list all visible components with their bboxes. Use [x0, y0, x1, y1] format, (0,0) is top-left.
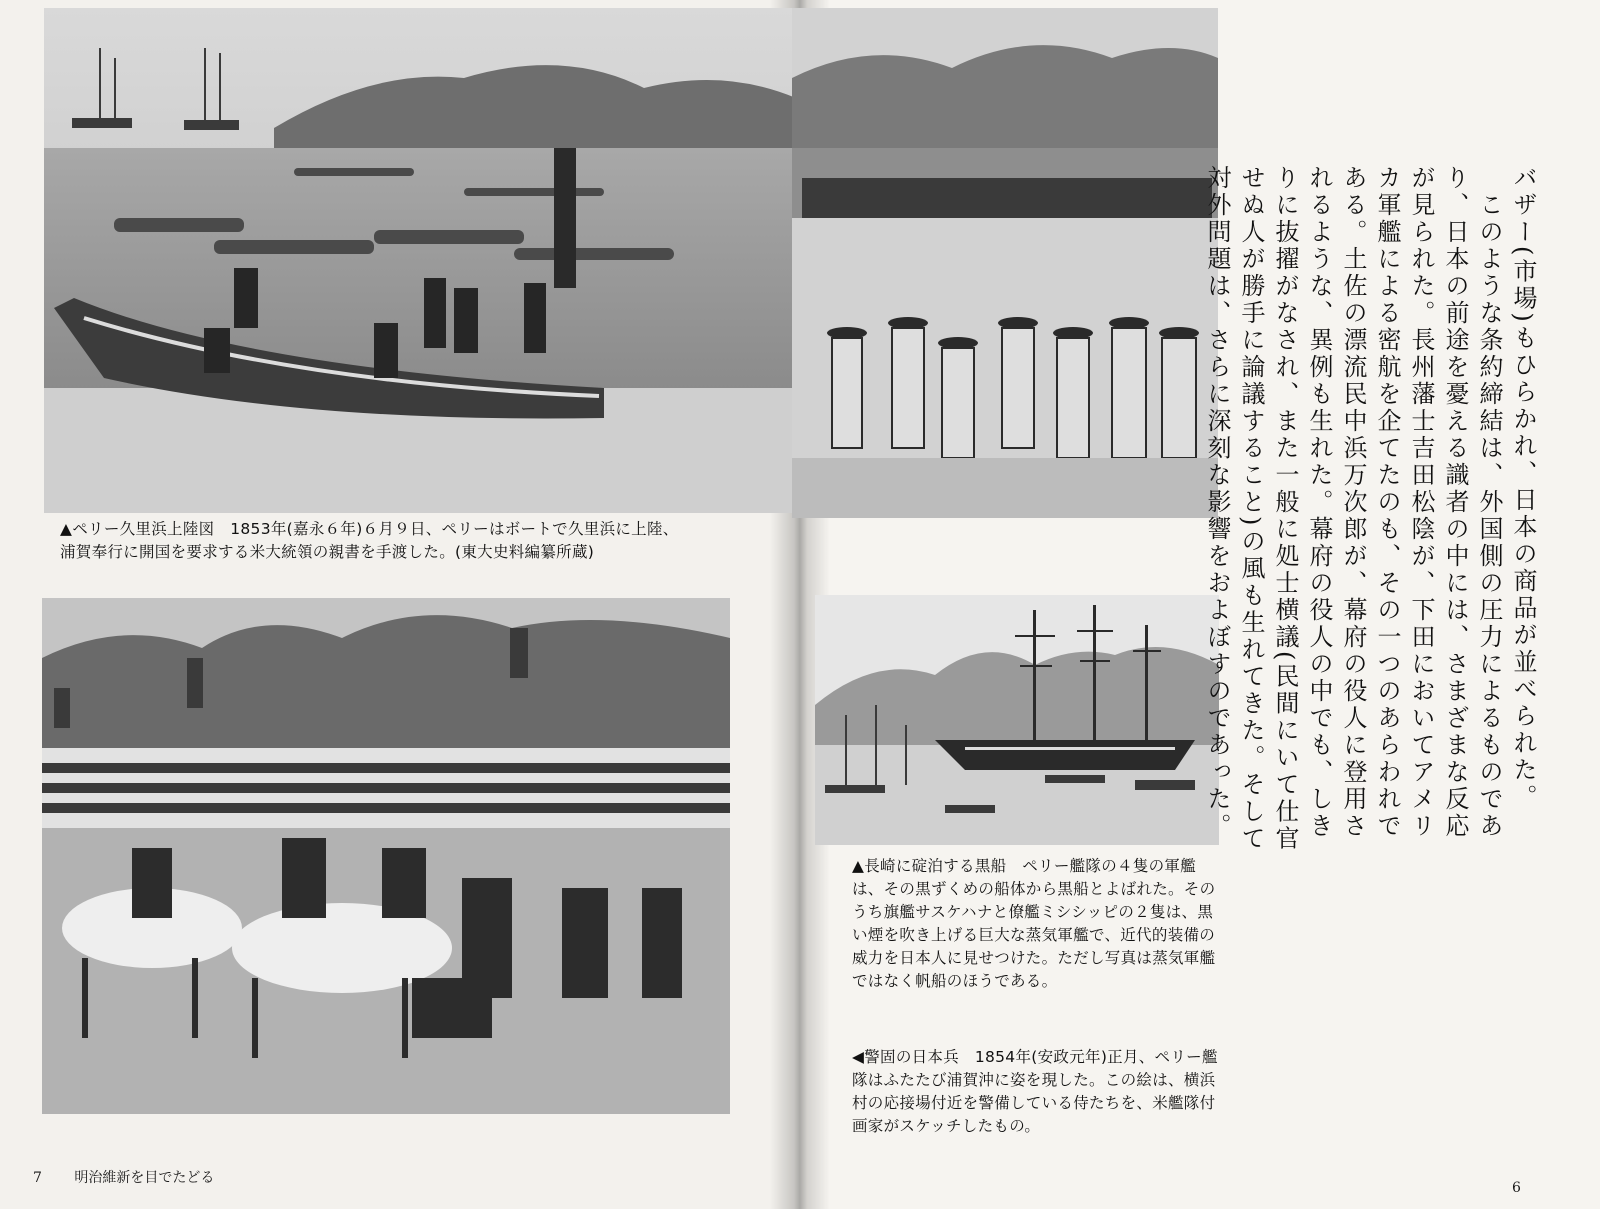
- mounted-samurai-illustration: [42, 598, 730, 1114]
- body-paragraph: このような条約締結は、外国側の圧力によるものであり、日本の前途を憂える識者の中には、さまざまな反応が見られた。長州藩士吉田松陰が、下田においてアメリカ軍艦による密航を企てたのも、その一つのあらわれである。土佐の漂流民中浜万次郎が、幕府の役人に登用されるような、異例も生れた。幕府の役人の中でも、しきりに抜擢がなされ、また一般に処士横議(民間にいて仕官せぬ人が勝手に論議すること)の風も生れてきた。そして対外問題は、さらに深刻な影響をおよぼすのであった。: [1203, 165, 1503, 853]
- perry-landing-caption: ▲ペリー久里浜上陸図 1853年(嘉永６年)６月９日、ペリーはボートで久里浜に上陸、浦賀奉行に開国を要求する米大統領の親書を手渡した。(東大史料編纂所蔵): [60, 520, 679, 561]
- left-footer: [33, 1167, 214, 1187]
- body-text: [1203, 165, 1540, 865]
- body-paragraph: バザー(市場)もひらかれ、日本の商品が並べられた。: [1509, 165, 1537, 811]
- right-footer: [1512, 1180, 1521, 1196]
- black-ship-photo: [815, 595, 1219, 845]
- page-number: 7: [33, 1170, 42, 1186]
- running-title: 明治維新を目でたどる: [74, 1170, 215, 1186]
- guard-soldiers-caption: ◀警固の日本兵 1854年(安政元年)正月、ペリー艦隊はふたたび浦賀沖に姿を現した。この絵は、横浜村の応接場付近を警備している侍たちを、米艦隊付画家がスケッチしたもの。: [852, 1048, 1218, 1135]
- guard-soldiers-illustration: [792, 8, 1218, 518]
- page-number: 6: [1512, 1180, 1521, 1196]
- black-ship-caption: ▲長崎に碇泊する黒船 ペリー艦隊の４隻の軍艦は、その黒ずくめの船体から黒船とよばれた。そのうち旗艦サスケハナと僚艦ミシシッピの２隻は、黒い煙を吹き上げる巨大な蒸気軍艦で、近代的装備の威力を日本人に見せつけた。ただし写真は蒸気軍艦ではなく帆船のほうである。: [852, 857, 1216, 990]
- perry-landing-illustration: [44, 8, 796, 513]
